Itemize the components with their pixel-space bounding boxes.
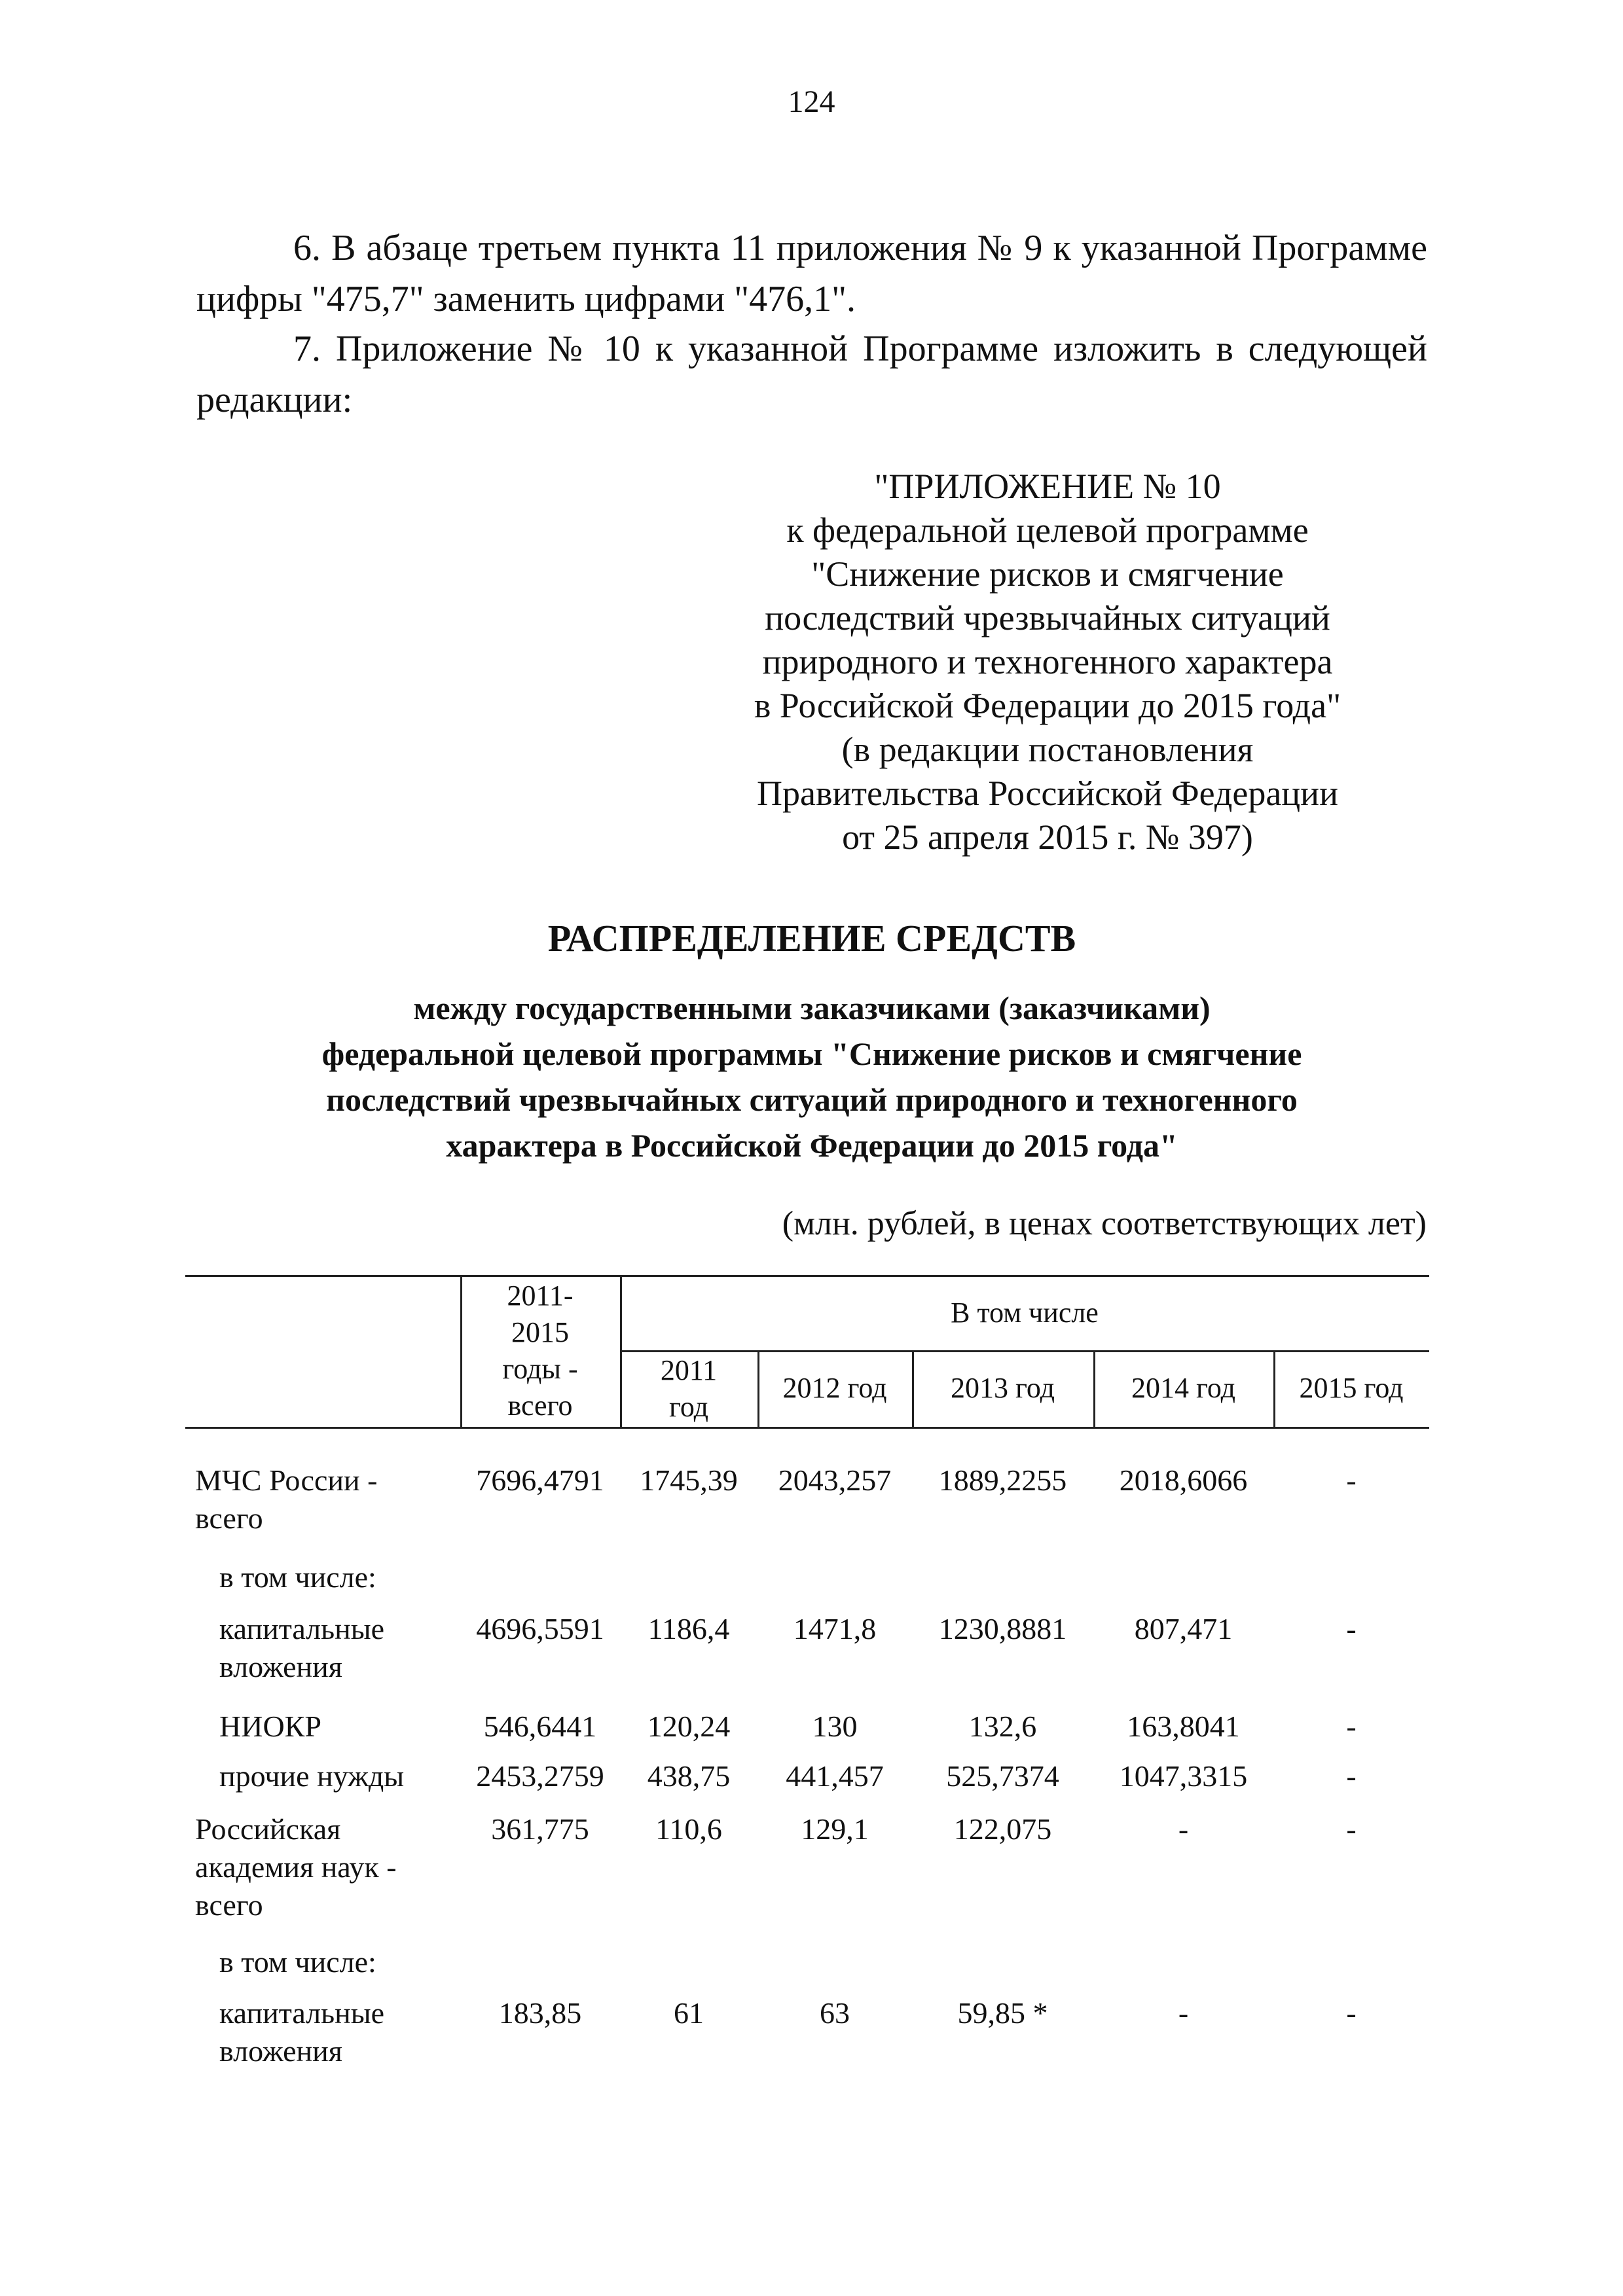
- cell-2013: 525,7374: [946, 1759, 1059, 1793]
- cell-2015: -: [1346, 1759, 1357, 1793]
- cell-2012: 441,457: [786, 1759, 884, 1793]
- cell-total: 7696,4791: [476, 1463, 604, 1497]
- cell-2015: -: [1346, 1812, 1357, 1846]
- row-label-line: НИОКР: [219, 1710, 321, 1743]
- row-label-line: капитальные: [219, 1996, 385, 2030]
- appendix-line: "Снижение рисков и смягчение: [811, 554, 1284, 594]
- appendix-line: природного и техногенного характера: [762, 642, 1333, 681]
- header-line: всего: [507, 1390, 573, 1422]
- cell-2012: 1471,8: [793, 1612, 877, 1645]
- header-2012: 2012 год: [782, 1372, 887, 1404]
- row-label-line: МЧС России -: [195, 1463, 378, 1497]
- row-label: [219, 1610, 384, 1686]
- header-line: 2011-: [507, 1280, 574, 1312]
- cell-2012: 130: [812, 1710, 858, 1743]
- document-title: РАСПРЕДЕЛЕНИЕ СРЕДСТВ: [547, 917, 1076, 960]
- header-2013: 2013 год: [950, 1372, 1055, 1404]
- cell-2014: 1047,3315: [1119, 1759, 1248, 1793]
- cell-2011: 110,6: [655, 1812, 722, 1846]
- cell-2012: 129,1: [801, 1812, 869, 1846]
- row-label: [219, 1757, 404, 1795]
- cell-2013: 122,075: [953, 1812, 1052, 1846]
- cell-2014: 807,471: [1134, 1612, 1233, 1645]
- cell-2013: 59,85 *: [957, 1996, 1048, 2030]
- document-subtitle: [196, 985, 1427, 1168]
- cell-2015: -: [1346, 1612, 1357, 1645]
- cell-2014: -: [1178, 1812, 1189, 1846]
- row-label: [219, 1708, 321, 1746]
- row-label: [219, 1994, 384, 2070]
- cell-2013: 132,6: [968, 1710, 1037, 1743]
- header-including: В том числе: [951, 1297, 1099, 1329]
- cell-total: 4696,5591: [476, 1612, 604, 1645]
- appendix-line: (в редакции постановления: [841, 730, 1254, 769]
- cell-2011: 1745,39: [640, 1463, 738, 1497]
- header-2014: 2014 год: [1131, 1372, 1236, 1404]
- header-line: 2015: [511, 1316, 569, 1348]
- page-number: 124: [788, 84, 835, 119]
- cell-total: 183,85: [498, 1996, 582, 2030]
- appendix-line: в Российской Федерации до 2015 года": [754, 686, 1341, 725]
- cell-2014: -: [1178, 1996, 1189, 2030]
- cell-2011: 438,75: [647, 1759, 731, 1793]
- cell-2014: 2018,6066: [1119, 1463, 1248, 1497]
- subtitle-line: федеральной целевой программы "Снижение рисков и смягчение: [321, 1035, 1302, 1072]
- cell-2013: 1230,8881: [938, 1612, 1067, 1645]
- subtitle-line: последствий чрезвычайных ситуаций природного и техногенного: [326, 1081, 1298, 1118]
- cell-total: 546,6441: [483, 1710, 597, 1743]
- appendix-line: от 25 апреля 2015 г. № 397): [842, 817, 1253, 857]
- header-2015: 2015 год: [1299, 1372, 1404, 1404]
- paragraph-6: 6. В абзаце третьем пункта 11 приложения № 9 к указанной Программе цифры "475,7" заменить цифрами "476,1".: [196, 228, 1427, 319]
- row-label-line: прочие нужды: [219, 1759, 405, 1793]
- appendix-block: [720, 465, 1375, 859]
- row-label-line: всего: [195, 1888, 263, 1922]
- row-label-line: в том числе:: [219, 1560, 376, 1594]
- appendix-line: "ПРИЛОЖЕНИЕ № 10: [874, 467, 1221, 506]
- cell-2015: -: [1346, 1710, 1357, 1743]
- cell-2015: -: [1346, 1996, 1357, 2030]
- table-header-bottom-border: [185, 1427, 1429, 1429]
- row-label-line: капитальные: [219, 1612, 385, 1645]
- row-label-line: в том числе:: [219, 1945, 376, 1979]
- appendix-line: последствий чрезвычайных ситуаций: [765, 598, 1330, 637]
- cell-total: 361,775: [491, 1812, 589, 1846]
- row-label-line: всего: [195, 1501, 263, 1535]
- cell-2011: 120,24: [647, 1710, 731, 1743]
- cell-2014: 163,8041: [1127, 1710, 1240, 1743]
- cell-2012: 2043,257: [778, 1463, 892, 1497]
- row-label: [195, 1810, 397, 1924]
- row-label-line: вложения: [219, 2034, 342, 2068]
- cell-2011: 61: [674, 1996, 704, 2030]
- subtitle-line: между государственными заказчиками (заказчиками): [413, 990, 1211, 1026]
- header-total: [460, 1278, 620, 1424]
- header-line: годы -: [502, 1353, 578, 1385]
- header-line: 2011: [660, 1354, 718, 1386]
- subtitle-line: характера в Российской Федерации до 2015 года": [446, 1127, 1178, 1164]
- row-label-line: Российская: [195, 1812, 341, 1846]
- row-label: [219, 1558, 376, 1596]
- cell-2013: 1889,2255: [938, 1463, 1067, 1497]
- appendix-line: к федеральной целевой программе: [786, 511, 1309, 550]
- row-label-line: академия наук -: [195, 1850, 397, 1884]
- cell-2011: 1186,4: [647, 1612, 730, 1645]
- paragraph-7: 7. Приложение № 10 к указанной Программе изложить в следующей редакции:: [196, 329, 1427, 420]
- table-top-border: [185, 1275, 1429, 1277]
- cell-total: 2453,2759: [476, 1759, 604, 1793]
- cell-2015: -: [1346, 1463, 1357, 1497]
- row-label: [219, 1943, 376, 1981]
- row-label-line: вложения: [219, 1650, 342, 1683]
- header-2011: [620, 1352, 757, 1426]
- header-line: год: [668, 1391, 709, 1423]
- appendix-line: Правительства Российской Федерации: [757, 774, 1338, 813]
- cell-2012: 63: [820, 1996, 850, 2030]
- units-note: (млн. рублей, в ценах соответствующих лет): [782, 1205, 1427, 1242]
- row-label: [195, 1462, 377, 1537]
